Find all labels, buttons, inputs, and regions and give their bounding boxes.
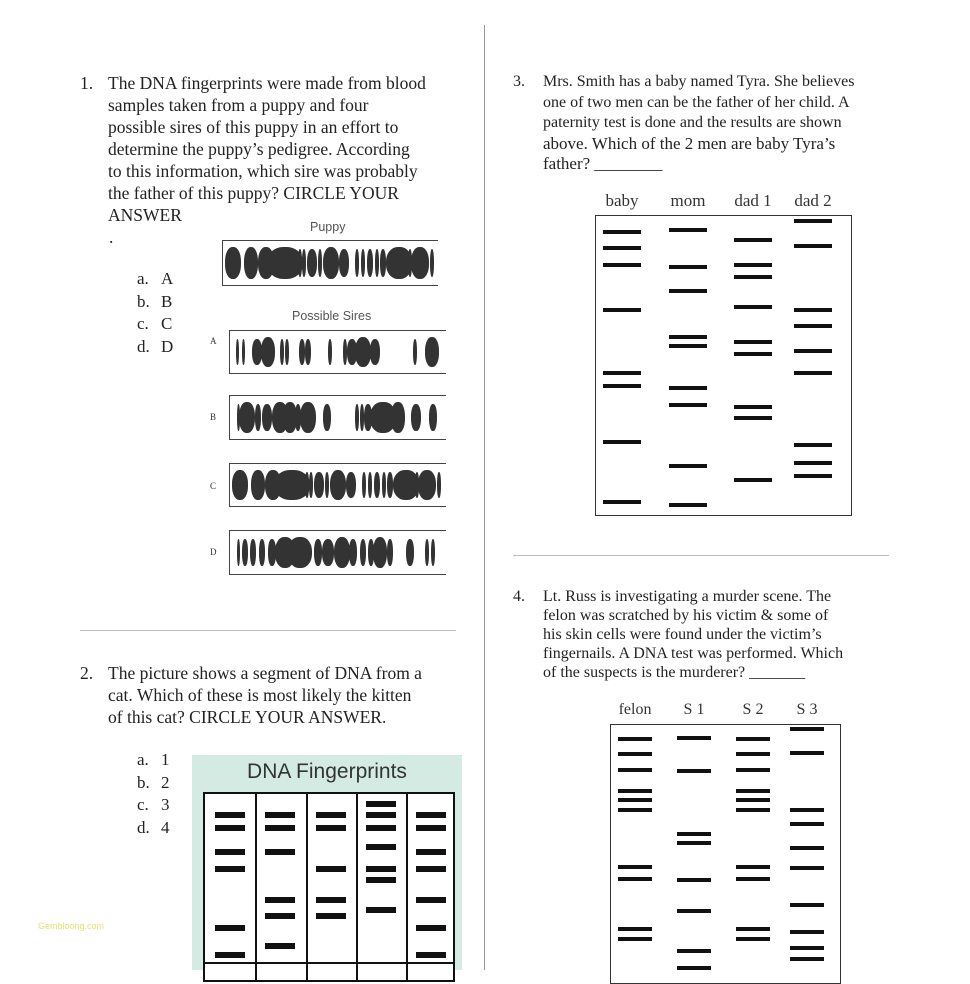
fingerprint-band [362, 472, 366, 498]
fingerprint-band [305, 339, 311, 365]
gel-band [618, 789, 652, 793]
fingerprint-band [322, 539, 334, 566]
fingerprint-band [355, 337, 371, 367]
gel-band [677, 736, 711, 740]
option-value: 2 [161, 772, 170, 792]
panel-title: DNA Fingerprints [247, 760, 407, 783]
fingerprint-band [242, 539, 248, 566]
gel-band [669, 386, 707, 390]
gel-band [734, 263, 772, 267]
fingerprint-band [244, 247, 258, 279]
table-bottom-line [205, 962, 453, 964]
possible-sires-label: Possible Sires [292, 309, 372, 323]
gel-band [790, 957, 824, 961]
fingerprint-band [239, 402, 255, 433]
option-letter: b. [137, 772, 150, 792]
fingerprint-band [225, 247, 241, 279]
fingerprint-band [237, 539, 240, 566]
text-line: fingernails. A DNA test was performed. Which [543, 645, 844, 662]
lane-label: dad 2 [794, 191, 832, 210]
fingerprint-band [307, 249, 317, 277]
gel-band [794, 474, 832, 478]
fingerprint-band [232, 470, 248, 500]
fingerprint-band [236, 339, 239, 365]
lane-divider [356, 794, 358, 980]
fingerprint-band [349, 539, 357, 566]
gel-band [790, 727, 824, 731]
fingerprint-band [314, 539, 322, 566]
gel-band [265, 825, 295, 831]
gel-band [669, 265, 707, 269]
sire-label-d: D [210, 547, 217, 557]
fingerprint-band [302, 249, 306, 277]
gel-band [734, 275, 772, 279]
gel-band [618, 737, 652, 741]
gel-band [734, 478, 772, 482]
gel-band [416, 897, 446, 903]
gel-band [734, 238, 772, 242]
gel-band [734, 405, 772, 409]
gel-band [316, 812, 346, 818]
fingerprint-band [374, 472, 380, 498]
gel-band [677, 832, 711, 836]
text-line: The picture shows a segment of DNA from a [108, 663, 422, 683]
gel-band [790, 866, 824, 870]
fingerprint-band [330, 470, 346, 500]
fingerprint-band [259, 539, 265, 566]
gel-box [595, 215, 852, 516]
gel-band [734, 416, 772, 420]
question-text [108, 72, 426, 226]
text-line: of the suspects is the murderer? _______ [543, 664, 806, 681]
option-a[interactable] [137, 749, 185, 772]
text-line: to this information, which sire was probably [108, 161, 418, 181]
gel-band [366, 907, 396, 913]
text-line: above. Which of the 2 men are baby Tyra’s [543, 133, 836, 153]
gel-band [736, 737, 770, 741]
gel-band [215, 812, 245, 818]
sire-label-a: A [210, 336, 217, 346]
option-letter: d. [137, 817, 150, 837]
option-letter: c. [137, 314, 149, 333]
option-value: 1 [161, 750, 170, 769]
lane-divider [255, 794, 257, 980]
fingerprint-band [413, 339, 417, 365]
fingerprint-band [368, 472, 372, 498]
sire-label-b: B [210, 412, 217, 422]
option-c[interactable] [137, 313, 185, 336]
option-b[interactable] [137, 772, 185, 795]
fingerprint-band [323, 247, 339, 279]
gel-band [366, 801, 396, 807]
gel-band [618, 865, 652, 869]
gel-band [669, 464, 707, 468]
gel-band [265, 849, 295, 855]
gel-band [316, 825, 346, 831]
fingerprint-band [334, 537, 350, 568]
gel-band [669, 344, 707, 348]
gel-band [734, 340, 772, 344]
gel-band [677, 909, 711, 913]
fingerprint-band [437, 472, 441, 498]
option-d[interactable] [137, 817, 185, 840]
fingerprint-band [242, 339, 245, 365]
gel-band [366, 825, 396, 831]
question-text [543, 72, 854, 175]
fingerprint-band [300, 402, 316, 433]
gel-band [677, 769, 711, 773]
fingerprint-band [373, 537, 387, 568]
gel-band [794, 349, 832, 353]
question-number: 4. [513, 588, 525, 605]
question-number: 3. [513, 73, 525, 90]
gel-band [790, 808, 824, 812]
gel-band [603, 230, 641, 234]
gel-band [366, 866, 396, 872]
option-letter: b. [137, 291, 150, 311]
sire-label-c: C [210, 481, 217, 491]
gel-band [215, 952, 245, 958]
lane-label: dad 1 [734, 191, 772, 210]
gel-band [677, 841, 711, 845]
gel-band [790, 846, 824, 850]
gel-band [669, 403, 707, 407]
fingerprint-band [346, 472, 356, 498]
text-line: Mrs. Smith has a baby named Tyra. She believes [543, 73, 855, 90]
option-value: C [161, 314, 173, 333]
gel-table [203, 792, 455, 982]
option-letter: a. [137, 750, 149, 769]
question-number: 2. [80, 663, 94, 683]
gel-band [794, 219, 832, 223]
gel-band [416, 952, 446, 958]
gel-band [416, 825, 446, 831]
gel-band [794, 308, 832, 312]
lane-label: S 3 [796, 701, 818, 718]
gel-band [603, 371, 641, 375]
option-b[interactable] [137, 291, 185, 314]
stray-mark: . [109, 227, 114, 247]
fingerprint-band [406, 539, 414, 566]
fingerprint-band [411, 404, 421, 431]
gel-band [603, 500, 641, 504]
gel-band [669, 228, 707, 232]
fingerprint-band [325, 472, 329, 498]
gel-band [618, 927, 652, 931]
text-line: Lt. Russ is investigating a murder scene. The [543, 588, 832, 605]
fingerprint-band [418, 470, 436, 500]
fingerprint-band [355, 404, 359, 431]
gel-band [366, 877, 396, 883]
fingerprint-band [360, 539, 366, 566]
gel-band [215, 849, 245, 855]
gel-band [215, 866, 245, 872]
option-value: B [161, 291, 173, 311]
text-line: his skin cells were found under the victim’s [543, 626, 822, 643]
fingerprint-band [250, 539, 256, 566]
lane-divider [306, 794, 308, 980]
fingerprint-band [425, 539, 429, 566]
lane-label: S 1 [683, 701, 705, 718]
gel-band [669, 289, 707, 293]
gel-band [736, 927, 770, 931]
fingerprint-band [339, 249, 349, 277]
question-text [108, 662, 422, 728]
gel-band [265, 943, 295, 949]
fingerprint-band [411, 247, 429, 279]
fingerprint-band [425, 337, 439, 367]
answer-options [137, 268, 185, 358]
gel-band [316, 866, 346, 872]
gel-band [790, 946, 824, 950]
gel-band [794, 371, 832, 375]
gel-band [603, 263, 641, 267]
text-line: samples taken from a puppy and four [108, 95, 369, 115]
option-value: 3 [161, 795, 170, 814]
question-text [543, 587, 843, 682]
fingerprint-band [328, 339, 332, 365]
gel-band [603, 308, 641, 312]
gel-band [416, 925, 446, 931]
fingerprint-band [375, 249, 379, 277]
gel-band [618, 808, 652, 812]
fingerprint-band [431, 539, 435, 566]
text-line: ANSWER [108, 205, 182, 225]
gel-band [366, 844, 396, 850]
gel-band [316, 913, 346, 919]
lane-divider [406, 794, 408, 980]
text-line: of this cat? CIRCLE YOUR ANSWER. [108, 707, 387, 727]
fingerprint-band [314, 472, 324, 498]
option-letter: a. [137, 269, 149, 288]
gel-band [618, 768, 652, 772]
gel-band [416, 812, 446, 818]
lane-label: felon [618, 701, 652, 718]
gel-band [618, 752, 652, 756]
gel-band [734, 305, 772, 309]
gel-band [316, 897, 346, 903]
fingerprint-band [262, 404, 272, 431]
gel-band [790, 822, 824, 826]
text-line: father? ________ [543, 154, 663, 173]
option-a[interactable] [137, 268, 185, 291]
puppy-label: Puppy [310, 220, 346, 234]
fingerprint-band [318, 249, 322, 277]
fingerprint-band [367, 249, 373, 277]
gel-band [215, 925, 245, 931]
fingerprint-band [391, 402, 405, 433]
fingerprint-band [429, 404, 437, 431]
gel-band [736, 798, 770, 802]
gel-band [790, 903, 824, 907]
option-d[interactable] [137, 336, 185, 359]
gel-band [736, 877, 770, 881]
question-number: 1. [80, 73, 94, 93]
gel-band [794, 324, 832, 328]
gel-band [618, 877, 652, 881]
text-line: one of two men can be the father of her child. A [543, 93, 850, 111]
gel-band [265, 897, 295, 903]
gel-band [736, 808, 770, 812]
column-divider [484, 25, 485, 970]
fingerprint-band [355, 249, 359, 277]
gel-band [794, 443, 832, 447]
fingerprint-band [361, 249, 365, 277]
gel-band [618, 798, 652, 802]
gel-band [790, 930, 824, 934]
lane-label: S 2 [742, 701, 764, 718]
gel-band [734, 352, 772, 356]
gel-band [603, 440, 641, 444]
gel-band [794, 244, 832, 248]
gel-band [669, 335, 707, 339]
gel-band [669, 503, 707, 507]
text-line: determine the puppy’s pedigree. According [108, 139, 410, 159]
dna-fingerprints-panel [192, 755, 462, 970]
option-value: A [161, 269, 174, 288]
gel-band [603, 384, 641, 388]
option-c[interactable] [137, 794, 185, 817]
fingerprint-band [285, 339, 289, 365]
section-divider-left [80, 630, 456, 631]
gel-band [677, 966, 711, 970]
fingerprint-band [280, 339, 284, 365]
fingerprint-band [255, 404, 261, 431]
text-line: cat. Which of these is most likely the kitten [108, 685, 412, 705]
fingerprint-band [251, 470, 265, 500]
fingerprint-band [309, 472, 313, 498]
option-value: D [161, 336, 174, 356]
text-line: The DNA fingerprints were made from blood [108, 73, 426, 93]
option-letter: d. [137, 336, 150, 356]
answer-options [137, 749, 185, 839]
gel-band [736, 937, 770, 941]
gel-band [790, 751, 824, 755]
gel-band [736, 789, 770, 793]
watermark: Gembloong.com [38, 921, 105, 931]
fingerprint-band [387, 539, 393, 566]
gel-band [416, 866, 446, 872]
text-line: felon was scratched by his victim & some of [543, 607, 829, 624]
lane-label: mom [670, 191, 706, 210]
gel-band [215, 825, 245, 831]
option-letter: c. [137, 795, 149, 814]
fingerprint-band [288, 537, 312, 568]
text-line: paternity test is done and the results are shown [543, 114, 842, 131]
text-line: the father of this puppy? CIRCLE YOUR [108, 183, 399, 203]
gel-band [265, 913, 295, 919]
gel-band [736, 752, 770, 756]
gel-band [603, 246, 641, 250]
gel-band [618, 937, 652, 941]
text-line: possible sires of this puppy in an effort to [108, 117, 399, 137]
gel-band [265, 812, 295, 818]
gel-box [610, 724, 841, 984]
fingerprint-band [261, 337, 275, 367]
lane-label: baby [605, 191, 639, 210]
gel-band [677, 878, 711, 882]
option-value: 4 [161, 817, 170, 837]
gel-band [736, 865, 770, 869]
fingerprint-band [323, 404, 331, 431]
gel-band [366, 812, 396, 818]
fingerprint-band [382, 472, 386, 498]
fingerprint-band [370, 339, 380, 365]
fingerprint-band [430, 249, 434, 277]
gel-band [416, 849, 446, 855]
gel-band [677, 949, 711, 953]
gel-band [794, 461, 832, 465]
gel-band [736, 768, 770, 772]
section-divider-right [513, 555, 889, 556]
